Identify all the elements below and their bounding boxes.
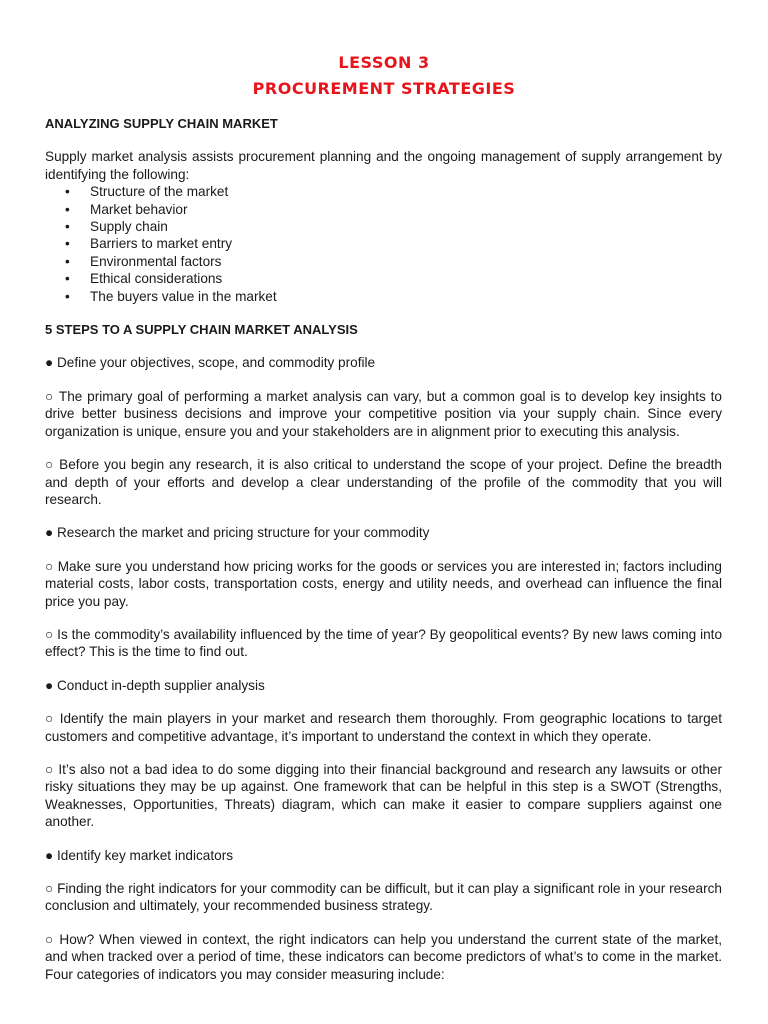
- section-heading-analyzing: ANALYZING SUPPLY CHAIN MARKET: [45, 116, 278, 131]
- step-2-paragraph-2: ○ Is the commodity’s availability influenced by the time of year? By geopolitical events? By new laws coming into effect? This is the time to find out.: [45, 626, 722, 660]
- bullet-dot-icon: •: [65, 271, 70, 287]
- step-1-title: ● Define your objectives, scope, and commodity profile: [45, 355, 376, 371]
- bullet-dot-icon: •: [65, 288, 70, 304]
- section-intro-paragraph: Supply market analysis assists procurement planning and the ongoing management of supply arrangement by identifying the following:: [45, 149, 722, 182]
- step-1-paragraph-2: ○ Before you begin any research, it is also critical to understand the scope of your project. Define the breadth and depth of your efforts and develop a clear understanding of the profile of the commodity that you will research.: [45, 457, 722, 507]
- step-3-title: ● Conduct in-depth supplier analysis: [45, 677, 265, 693]
- step-4-paragraph-1: ○ Finding the right indicators for your commodity can be difficult, but it can play a significant role in your research conclusion and ultimately, your recommended business strategy.: [45, 881, 722, 914]
- list-item: [65, 235, 722, 252]
- step-3-paragraph-1: ○ Identify the main players in your market and research them thoroughly. From geographic locations to target customers and competitive advantage, it’s important to understand the context in which they operate.: [45, 711, 722, 744]
- bullet-dot-icon: •: [65, 184, 70, 200]
- section-heading-five-steps: 5 STEPS TO A SUPPLY CHAIN MARKET ANALYSIS: [45, 322, 358, 338]
- step-2-paragraph-1: ○ Make sure you understand how pricing works for the goods or services you are interested in; factors including material costs, labor costs, transportation costs, energy and utility needs, and overhead can influence the final price you pay.: [45, 558, 722, 609]
- lesson-number-title: LESSON 3: [338, 53, 430, 72]
- list-item-text: Supply chain: [90, 219, 168, 235]
- bullet-dot-icon: •: [65, 236, 70, 252]
- list-item-text: Market behavior: [90, 201, 188, 217]
- list-item: [65, 183, 722, 200]
- list-item-text: Barriers to market entry: [90, 236, 233, 252]
- list-item: [65, 218, 722, 235]
- list-item: [65, 288, 722, 305]
- list-item-text: The buyers value in the market: [90, 288, 277, 304]
- list-item: [65, 270, 722, 287]
- list-item-text: Environmental factors: [90, 253, 222, 269]
- bullet-dot-icon: •: [65, 201, 70, 217]
- bullet-dot-icon: •: [65, 253, 70, 269]
- step-2-title: ● Research the market and pricing structure for your commodity: [45, 525, 430, 541]
- lesson-title-block: [0, 50, 768, 102]
- list-item: [65, 201, 722, 218]
- list-item-text: Ethical considerations: [90, 271, 223, 287]
- document-body: [45, 115, 722, 983]
- market-factors-list: [45, 183, 722, 305]
- step-4-paragraph-2: ○ How? When viewed in context, the right indicators can help you understand the current state of the market, and when tracked over a period of time, these indicators can become predictors of what’s to come in the market. Four categories of indicators you may consider measuring include:: [45, 931, 722, 982]
- list-item: [65, 253, 722, 270]
- step-4-title: ● Identify key market indicators: [45, 847, 234, 863]
- step-1-paragraph-1: ○ The primary goal of performing a market analysis can vary, but a common goal is to develop key insights to drive better business decisions and improve your competitive position via your supply chain. Since every organization is unique, ensure you and your stakeholders are in alignment prior to executing this analysis.: [45, 388, 722, 439]
- bullet-dot-icon: •: [65, 219, 70, 235]
- step-3-paragraph-2: ○ It’s also not a bad idea to do some digging into their financial background and research any lawsuits or other risky situations they may be up against. One framework that can be helpful in this step is a SWOT (Strengths, Weaknesses, Opportunities, Threats) diagram, which can make it easier to compare suppliers against one another.: [45, 761, 722, 830]
- lesson-topic-title: PROCUREMENT STRATEGIES: [252, 79, 516, 98]
- list-item-text: Structure of the market: [90, 184, 229, 200]
